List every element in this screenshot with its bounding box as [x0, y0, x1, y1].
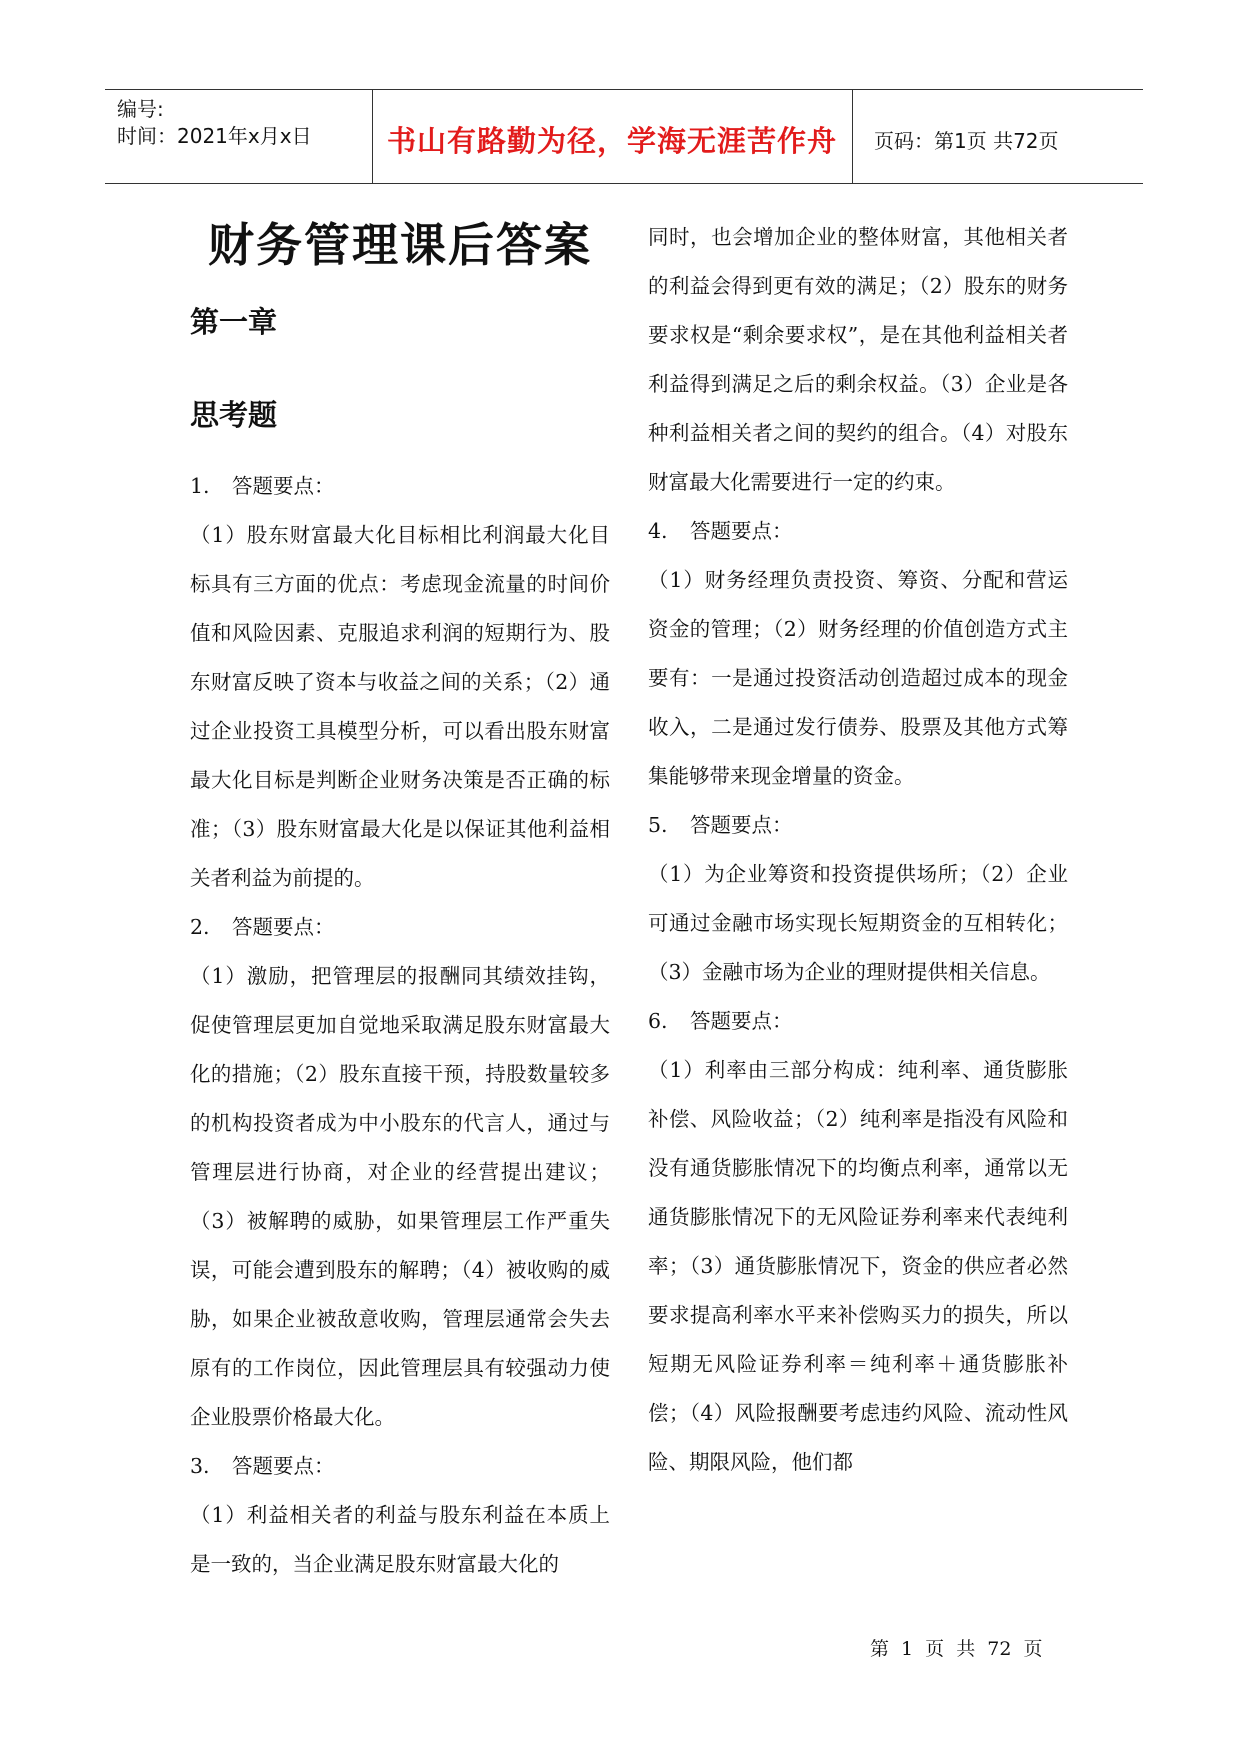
answer-points-label: 答题要点： [232, 1454, 335, 1478]
header-divider-right [852, 90, 853, 183]
question-number: 1. [190, 474, 210, 498]
question-2-label [190, 903, 610, 952]
question-1-label [190, 462, 610, 511]
right-column [648, 213, 1068, 1487]
section-heading: 思考题 [190, 398, 278, 432]
answer-points-label: 答题要点： [690, 1009, 793, 1033]
header-motto: 书山有路勤为径，学海无涯苦作舟 [386, 124, 837, 158]
left-column [190, 210, 610, 1589]
question-number: 5. [648, 813, 668, 837]
question-4-label [648, 507, 1068, 556]
question-5-answer: （1）为企业筹资和投资提供场所；（2）企业可通过金融市场实现长短期资金的互相转化；（3）金融市场为企业的理财提供相关信息。 [648, 862, 1068, 984]
chapter-heading: 第一章 [190, 305, 278, 339]
answer-points-label: 答题要点： [232, 474, 335, 498]
question-3-answer-part2: 同时，也会增加企业的整体财富，其他相关者的利益会得到更有效的满足；（2）股东的财务要求权是“剩余要求权”，是在其他利益相关者利益得到满足之后的剩余权益。（3）企业是各种利益相关者之间的契约的组合。（4）对股东财富最大化需要进行一定的约束。 [648, 225, 1068, 494]
answer-points-label: 答题要点： [690, 813, 793, 837]
answer-points-label: 答题要点： [690, 519, 793, 543]
header-bottom-rule [105, 183, 1143, 184]
page-footer: 第 1 页 共 72 页 [870, 1638, 1043, 1660]
question-number: 2. [190, 915, 210, 939]
question-4-answer: （1）财务经理负责投资、筹资、分配和营运资金的管理；（2）财务经理的价值创造方式主要有：一是通过投资活动创造超过成本的现金收入，二是通过发行债券、股票及其他方式筹集能够带来现金增量的资金。 [648, 568, 1068, 788]
doc-code-label: 编号: [117, 97, 164, 121]
header-top-rule [105, 89, 1143, 90]
answer-points-label: 答题要点： [232, 915, 335, 939]
question-number: 6. [648, 1009, 668, 1033]
question-1-answer: （1）股东财富最大化目标相比利润最大化目标具有三方面的优点：考虑现金流量的时间价值和风险因素、克服追求利润的短期行为、股东财富反映了资本与收益之间的关系；（2）通过企业投资工具模型分析，可以看出股东财富最大化目标是判断企业财务决策是否正确的标准；（3）股东财富最大化是以保证其他利益相关者利益为前提的。 [190, 523, 610, 890]
question-6-label [648, 997, 1068, 1046]
question-3-answer-part1: （1）利益相关者的利益与股东利益在本质上是一致的，当企业满足股东财富最大化的 [190, 1503, 610, 1576]
question-number: 3. [190, 1454, 210, 1478]
question-3-label [190, 1442, 610, 1491]
document-title: 财务管理课后答案 [208, 218, 592, 272]
doc-time-label: 时间：2021年x月x日 [117, 124, 312, 148]
question-6-answer: （1）利率由三部分构成：纯利率、通货膨胀补偿、风险收益；（2）纯利率是指没有风险和没有通货膨胀情况下的均衡点利率，通常以无通货膨胀情况下的无风险证券利率来代表纯利率；（3）通货膨胀情况下，资金的供应者必然要求提高利率水平来补偿购买力的损失，所以短期无风险证券利率＝纯利率＋通货膨胀补偿；（4）风险报酬要考虑违约风险、流动性风险、期限风险，他们都 [648, 1058, 1068, 1474]
header-page-info: 页码：第1页 共72页 [874, 129, 1059, 153]
question-5-label [648, 801, 1068, 850]
question-number: 4. [648, 519, 668, 543]
question-2-answer: （1）激励，把管理层的报酬同其绩效挂钩，促使管理层更加自觉地采取满足股东财富最大化的措施；（2）股东直接干预，持股数量较多的机构投资者成为中小股东的代言人，通过与管理层进行协商，对企业的经营提出建议；（3）被解聘的威胁，如果管理层工作严重失误，可能会遭到股东的解聘；（4）被收购的威胁，如果企业被敌意收购，管理层通常会失去原有的工作岗位，因此管理层具有较强动力使企业股票价格最大化。 [190, 964, 610, 1429]
